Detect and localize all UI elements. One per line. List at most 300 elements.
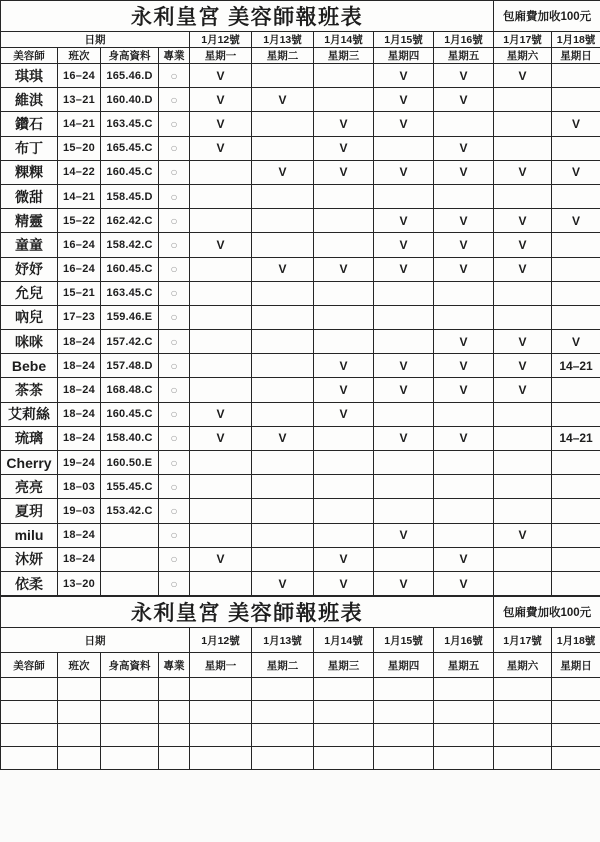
availability-cell (552, 305, 600, 329)
weekday-header-sat: 星期六 (494, 48, 552, 64)
availability-cell: V (314, 378, 374, 402)
availability-cell: V (434, 354, 494, 378)
availability-cell: V (374, 426, 434, 450)
empty-cell (314, 724, 374, 747)
roster-row (1, 451, 600, 475)
availability-cell (252, 378, 314, 402)
availability-cell (494, 184, 552, 208)
shift-value: 19–24 (58, 451, 101, 475)
date-header-jan15: 1月15號 (374, 628, 434, 653)
availability-cell (374, 330, 434, 354)
shift-value: 14–21 (58, 112, 101, 136)
availability-cell (494, 475, 552, 499)
availability-cell (252, 136, 314, 160)
availability-cell (190, 475, 252, 499)
beautician-name: 亮亮 (1, 475, 58, 499)
availability-cell: 14–21 (552, 426, 600, 450)
availability-cell (190, 499, 252, 523)
availability-cell (252, 523, 314, 547)
availability-cell (552, 233, 600, 257)
shift-value: 16–24 (58, 64, 101, 88)
availability-cell: V (314, 160, 374, 184)
availability-cell (190, 451, 252, 475)
height-info-value: 162.42.C (101, 209, 159, 233)
empty-cell (374, 747, 434, 770)
beautician-name: 微甜 (1, 184, 58, 208)
beautician-name: 琉璃 (1, 426, 58, 450)
availability-cell (434, 499, 494, 523)
beautician-name: 琪琪 (1, 64, 58, 88)
empty-cell (252, 678, 314, 701)
roster-row (1, 257, 600, 281)
availability-cell (190, 184, 252, 208)
pro-circle-mark: ○ (159, 209, 190, 233)
roster-row (1, 475, 600, 499)
availability-cell (434, 402, 494, 426)
empty-cell (252, 701, 314, 724)
availability-cell: V (494, 257, 552, 281)
shift-value: 14–22 (58, 160, 101, 184)
availability-cell (374, 136, 434, 160)
date-header-jan18: 1月18號 (552, 628, 600, 653)
availability-cell (494, 402, 552, 426)
empty-cell (159, 701, 190, 724)
availability-cell: V (190, 88, 252, 112)
availability-cell: V (374, 233, 434, 257)
empty-cell (190, 701, 252, 724)
shift-value: 14–21 (58, 184, 101, 208)
shift-value: 13–21 (58, 88, 101, 112)
roster-row (1, 426, 600, 450)
empty-cell (494, 724, 552, 747)
roster-row (1, 354, 600, 378)
availability-cell: V (434, 160, 494, 184)
availability-cell (494, 281, 552, 305)
empty-cell (434, 724, 494, 747)
date-header-jan13: 1月13號 (252, 628, 314, 653)
beautician-name: 艾莉絲 (1, 402, 58, 426)
date-header-jan14: 1月14號 (314, 628, 374, 653)
availability-cell: V (552, 209, 600, 233)
height-info-value: 168.48.C (101, 378, 159, 402)
roster-row (1, 184, 600, 208)
empty-cell (1, 678, 58, 701)
availability-cell (552, 257, 600, 281)
availability-cell (314, 426, 374, 450)
date-header-row (1, 32, 600, 48)
empty-cell (374, 678, 434, 701)
shift-value: 18–24 (58, 523, 101, 547)
availability-cell: V (252, 160, 314, 184)
height-info-value: 163.45.C (101, 112, 159, 136)
pro-circle-mark: ○ (159, 451, 190, 475)
availability-cell (190, 305, 252, 329)
availability-cell: V (190, 233, 252, 257)
availability-cell (314, 305, 374, 329)
beautician-name: 維淇 (1, 88, 58, 112)
height-info-value: 158.45.D (101, 184, 159, 208)
shift-value: 16–24 (58, 233, 101, 257)
availability-cell (434, 305, 494, 329)
availability-cell (314, 281, 374, 305)
empty-cell (190, 724, 252, 747)
shift-value: 18–24 (58, 354, 101, 378)
beautician-name: 允兒 (1, 281, 58, 305)
beautician-name: 吶兒 (1, 305, 58, 329)
pro-circle-mark: ○ (159, 257, 190, 281)
availability-cell (494, 547, 552, 571)
date-label: 日期 (1, 628, 190, 653)
pro-circle-mark: ○ (159, 354, 190, 378)
height-info-value: 160.45.C (101, 402, 159, 426)
empty-cell (159, 724, 190, 747)
availability-cell (552, 378, 600, 402)
pro-circle-mark: ○ (159, 402, 190, 426)
empty-cell (552, 701, 600, 724)
title-row (1, 597, 600, 628)
availability-cell: V (494, 233, 552, 257)
availability-cell: V (552, 160, 600, 184)
availability-cell: V (434, 378, 494, 402)
pro-circle-mark: ○ (159, 281, 190, 305)
date-header-jan16: 1月16號 (434, 32, 494, 48)
pro-circle-mark: ○ (159, 112, 190, 136)
availability-cell (190, 571, 252, 595)
availability-cell (552, 402, 600, 426)
availability-cell (374, 281, 434, 305)
availability-cell (374, 475, 434, 499)
availability-cell (552, 451, 600, 475)
date-header-row (1, 628, 600, 653)
availability-cell (314, 233, 374, 257)
column-header-row (1, 48, 600, 64)
availability-cell: V (190, 402, 252, 426)
col-header-shift: 班次 (58, 653, 101, 678)
empty-cell (434, 747, 494, 770)
shift-value: 15–21 (58, 281, 101, 305)
height-info-value: 153.42.C (101, 499, 159, 523)
roster-row (1, 523, 600, 547)
date-header-jan17: 1月17號 (494, 32, 552, 48)
availability-cell (252, 499, 314, 523)
roster-row (1, 499, 600, 523)
empty-cell (58, 701, 101, 724)
availability-cell: V (252, 571, 314, 595)
col-header-shift: 班次 (58, 48, 101, 64)
availability-cell: V (434, 64, 494, 88)
height-info-value: 157.42.C (101, 330, 159, 354)
availability-cell (252, 233, 314, 257)
date-header-jan17: 1月17號 (494, 628, 552, 653)
empty-cell (58, 678, 101, 701)
empty-cell (552, 724, 600, 747)
shift-value: 18–24 (58, 547, 101, 571)
empty-cell (374, 701, 434, 724)
weekday-header-sun: 星期日 (552, 653, 600, 678)
empty-cell (101, 678, 159, 701)
roster-row (1, 305, 600, 329)
empty-cell (314, 678, 374, 701)
availability-cell: V (494, 209, 552, 233)
column-header-row (1, 653, 600, 678)
availability-cell: V (314, 402, 374, 426)
roster-row (1, 88, 600, 112)
shift-value: 16–24 (58, 257, 101, 281)
col-header-beautician: 美容師 (1, 653, 58, 678)
height-info-value: 160.50.E (101, 451, 159, 475)
empty-cell (159, 747, 190, 770)
availability-cell (190, 523, 252, 547)
availability-cell: V (434, 209, 494, 233)
height-info-value: 158.42.C (101, 233, 159, 257)
availability-cell: V (494, 330, 552, 354)
availability-cell (434, 475, 494, 499)
availability-cell (434, 112, 494, 136)
shift-value: 18–24 (58, 378, 101, 402)
pro-circle-mark: ○ (159, 160, 190, 184)
roster-row (1, 112, 600, 136)
shift-value: 18–03 (58, 475, 101, 499)
availability-cell: V (434, 330, 494, 354)
availability-cell: 14–21 (552, 354, 600, 378)
title-row (1, 1, 600, 32)
empty-cell (58, 724, 101, 747)
availability-cell (374, 499, 434, 523)
page-title: 永利皇宮 美容師報班表 (1, 597, 494, 628)
empty-cell (1, 724, 58, 747)
empty-roster-row (1, 701, 600, 724)
roster-row (1, 402, 600, 426)
availability-cell: V (314, 547, 374, 571)
availability-cell (252, 547, 314, 571)
availability-cell (434, 523, 494, 547)
pro-circle-mark: ○ (159, 233, 190, 257)
weekday-header-sun: 星期日 (552, 48, 600, 64)
shift-value: 13–20 (58, 571, 101, 595)
availability-cell (252, 184, 314, 208)
availability-cell: V (434, 547, 494, 571)
availability-cell (552, 88, 600, 112)
availability-cell (252, 64, 314, 88)
weekday-header-wed: 星期三 (314, 653, 374, 678)
roster-row (1, 547, 600, 571)
availability-cell: V (374, 571, 434, 595)
empty-cell (494, 701, 552, 724)
page-title: 永利皇宮 美容師報班表 (1, 1, 494, 32)
availability-cell (552, 499, 600, 523)
height-info-value: 160.45.C (101, 160, 159, 184)
availability-cell: V (374, 209, 434, 233)
availability-cell: V (374, 64, 434, 88)
pro-circle-mark: ○ (159, 88, 190, 112)
beautician-name: 鑽石 (1, 112, 58, 136)
empty-cell (552, 747, 600, 770)
height-info-value: 155.45.C (101, 475, 159, 499)
availability-cell: V (434, 426, 494, 450)
availability-cell (252, 475, 314, 499)
empty-cell (252, 724, 314, 747)
shift-value: 18–24 (58, 402, 101, 426)
height-info-value: 158.40.C (101, 426, 159, 450)
availability-cell (494, 112, 552, 136)
availability-cell (434, 281, 494, 305)
height-info-value (101, 547, 159, 571)
roster-row (1, 378, 600, 402)
date-header-jan14: 1月14號 (314, 32, 374, 48)
beautician-name: 沐妍 (1, 547, 58, 571)
availability-cell (374, 184, 434, 208)
col-header-pro: 專業 (159, 48, 190, 64)
empty-cell (494, 678, 552, 701)
date-header-jan13: 1月13號 (252, 32, 314, 48)
empty-cell (101, 747, 159, 770)
availability-cell (552, 571, 600, 595)
empty-cell (58, 747, 101, 770)
col-header-info: 身高資料 (101, 653, 159, 678)
availability-cell (374, 305, 434, 329)
availability-cell (252, 330, 314, 354)
date-header-jan12: 1月12號 (190, 32, 252, 48)
height-info-value: 159.46.E (101, 305, 159, 329)
availability-cell (552, 184, 600, 208)
empty-roster-row (1, 678, 600, 701)
availability-cell (494, 136, 552, 160)
roster-row (1, 209, 600, 233)
availability-cell (374, 402, 434, 426)
availability-cell (314, 499, 374, 523)
availability-cell (190, 330, 252, 354)
col-header-pro: 專業 (159, 653, 190, 678)
pro-circle-mark: ○ (159, 571, 190, 595)
shift-value: 15–22 (58, 209, 101, 233)
availability-cell (494, 499, 552, 523)
availability-cell: V (494, 354, 552, 378)
availability-cell (314, 475, 374, 499)
availability-cell (314, 330, 374, 354)
availability-cell: V (374, 112, 434, 136)
pro-circle-mark: ○ (159, 184, 190, 208)
pro-circle-mark: ○ (159, 475, 190, 499)
availability-cell (552, 547, 600, 571)
pro-circle-mark: ○ (159, 330, 190, 354)
availability-cell (552, 64, 600, 88)
pro-circle-mark: ○ (159, 499, 190, 523)
height-info-value: 163.45.C (101, 281, 159, 305)
beautician-name: 咪咪 (1, 330, 58, 354)
empty-cell (252, 747, 314, 770)
empty-cell (552, 678, 600, 701)
availability-cell (252, 354, 314, 378)
availability-cell: V (190, 112, 252, 136)
beautician-name: Bebe (1, 354, 58, 378)
weekday-header-sat: 星期六 (494, 653, 552, 678)
availability-cell: V (434, 257, 494, 281)
col-header-info: 身高資料 (101, 48, 159, 64)
roster-row (1, 233, 600, 257)
shift-value: 18–24 (58, 330, 101, 354)
weekday-header-tue: 星期二 (252, 48, 314, 64)
availability-cell: V (190, 64, 252, 88)
roster-table-blank (0, 596, 600, 770)
availability-cell (314, 64, 374, 88)
height-info-value: 160.40.D (101, 88, 159, 112)
availability-cell (374, 547, 434, 571)
pro-circle-mark: ○ (159, 378, 190, 402)
availability-cell (190, 160, 252, 184)
room-fee-note: 包廂費加收100元 (494, 1, 600, 32)
availability-cell: V (494, 523, 552, 547)
pro-circle-mark: ○ (159, 523, 190, 547)
availability-cell (552, 136, 600, 160)
weekday-header-thu: 星期四 (374, 48, 434, 64)
empty-cell (190, 747, 252, 770)
availability-cell: V (434, 233, 494, 257)
availability-cell: V (374, 257, 434, 281)
availability-cell: V (494, 378, 552, 402)
empty-cell (190, 678, 252, 701)
shift-value: 19–03 (58, 499, 101, 523)
empty-cell (314, 701, 374, 724)
pro-circle-mark: ○ (159, 547, 190, 571)
height-info-value: 165.46.D (101, 64, 159, 88)
height-info-value (101, 571, 159, 595)
beautician-name: 茶茶 (1, 378, 58, 402)
roster-row (1, 330, 600, 354)
height-info-value: 157.48.D (101, 354, 159, 378)
beautician-name: milu (1, 523, 58, 547)
empty-roster-row (1, 724, 600, 747)
pro-circle-mark: ○ (159, 305, 190, 329)
availability-cell (252, 209, 314, 233)
empty-cell (434, 678, 494, 701)
empty-cell (434, 701, 494, 724)
empty-cell (374, 724, 434, 747)
pro-circle-mark: ○ (159, 64, 190, 88)
availability-cell (190, 257, 252, 281)
availability-cell: V (190, 136, 252, 160)
availability-cell (190, 378, 252, 402)
beautician-name: 依柔 (1, 571, 58, 595)
height-info-value (101, 523, 159, 547)
availability-cell (252, 305, 314, 329)
availability-cell: V (190, 547, 252, 571)
availability-cell: V (374, 354, 434, 378)
availability-cell (314, 523, 374, 547)
beautician-name: 夏玥 (1, 499, 58, 523)
availability-cell: V (552, 330, 600, 354)
availability-cell (552, 281, 600, 305)
availability-cell (314, 88, 374, 112)
beautician-name: 布丁 (1, 136, 58, 160)
col-header-beautician: 美容師 (1, 48, 58, 64)
roster-row (1, 136, 600, 160)
empty-cell (159, 678, 190, 701)
beautician-name: 粿粿 (1, 160, 58, 184)
beautician-name: 精靈 (1, 209, 58, 233)
height-info-value: 160.45.C (101, 257, 159, 281)
empty-cell (1, 747, 58, 770)
height-info-value: 165.45.C (101, 136, 159, 160)
empty-cell (101, 724, 159, 747)
availability-cell: V (190, 426, 252, 450)
availability-cell (434, 184, 494, 208)
availability-cell: V (314, 136, 374, 160)
availability-cell: V (374, 378, 434, 402)
availability-cell: V (314, 354, 374, 378)
availability-cell: V (252, 88, 314, 112)
beautician-name: 妤妤 (1, 257, 58, 281)
empty-roster-row (1, 747, 600, 770)
